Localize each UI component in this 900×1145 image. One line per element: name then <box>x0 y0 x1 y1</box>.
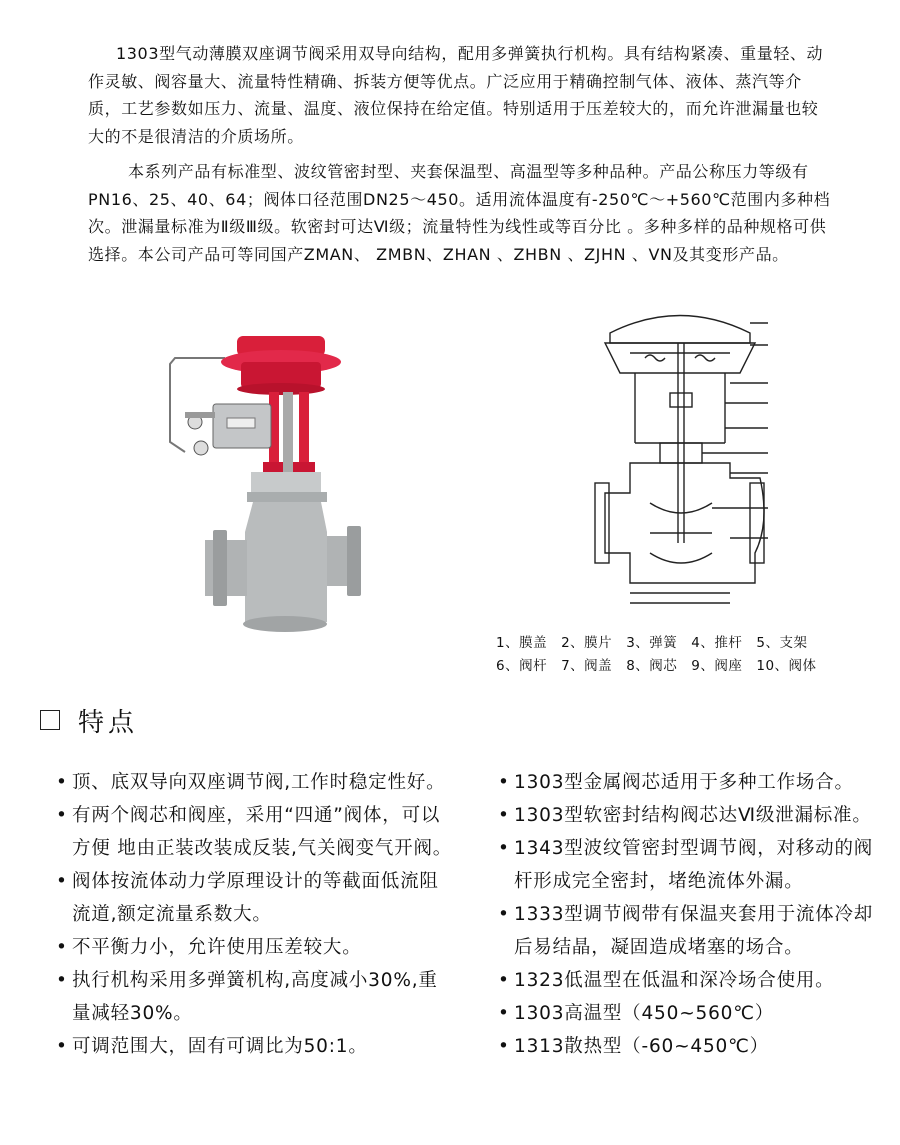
feature-item <box>498 832 878 898</box>
bullet-icon: • <box>56 871 68 892</box>
parts-legend-item: 7、阀盖 <box>561 658 613 674</box>
parts-legend-item: 3、弹簧 <box>626 635 678 651</box>
parts-legend <box>496 632 831 678</box>
feature-text: 顶、底双导向双座调节阀,工作时稳定性好。 <box>72 772 446 793</box>
feature-item <box>56 865 456 931</box>
intro-paragraph-2: 本系列产品有标准型、波纹管密封型、夹套保温型、高温型等多种品种。产品公称压力等级有PN16、25、40、64；阀体口径范围DN25～450。适用流体温度有-250℃～+560℃范围内多种档次。泄漏量标准为Ⅱ级Ⅲ级。软密封可达Ⅵ级；流量特性为线性或等百分比 。多种多样的品种规格可供选择。本公司产品可等同国产ZMAN、 ZMBN、ZHAN 、ZHBN 、ZJHN 、VN及其变形产品。 <box>88 162 831 264</box>
features-left-column <box>56 766 456 1063</box>
bullet-icon: • <box>56 772 68 793</box>
feature-text: 不平衡力小，允许使用压差较大。 <box>72 937 362 958</box>
feature-text: 有两个阀芯和阀座，采用“四通”阀体，可以方便 地由正装改装成反装,气关阀变气开阀。 <box>72 805 453 859</box>
feature-item <box>498 997 878 1030</box>
valve-product-photo <box>165 322 365 642</box>
parts-legend-item: 1、膜盖 <box>496 635 548 651</box>
features-section-header <box>40 700 138 740</box>
features-title: 特点 <box>78 707 139 738</box>
feature-text: 1303型软密封结构阀芯达Ⅵ级泄漏标准。 <box>514 805 872 826</box>
features-right-column <box>498 766 878 1063</box>
parts-legend-item: 10、阀体 <box>756 658 817 674</box>
parts-legend-item: 4、推杆 <box>691 635 743 651</box>
valve-cross-section-diagram <box>590 303 770 618</box>
bullet-icon: • <box>498 1036 510 1057</box>
bullet-icon: • <box>56 1036 68 1057</box>
parts-legend-item: 2、膜片 <box>561 635 613 651</box>
intro-paragraph-1-block <box>88 40 833 150</box>
parts-legend-row-1 <box>496 632 831 655</box>
feature-text: 可调范围大，固有可调比为50:1。 <box>72 1036 368 1057</box>
feature-item <box>498 799 878 832</box>
cross-section-illustration <box>590 303 770 618</box>
feature-text: 执行机构采用多弹簧机构,高度减小30%,重量减轻30%。 <box>72 970 438 1024</box>
bullet-icon: • <box>498 970 510 991</box>
feature-item <box>498 766 878 799</box>
feature-text: 1333型调节阀带有保温夹套用于流体冷却后易结晶，凝固造成堵塞的场合。 <box>514 904 874 958</box>
parts-legend-item: 5、支架 <box>756 635 808 651</box>
feature-text: 1303型金属阀芯适用于多种工作场合。 <box>514 772 854 793</box>
parts-legend-item: 6、阀杆 <box>496 658 548 674</box>
feature-text: 1303高温型（450~560℃） <box>514 1003 775 1024</box>
feature-item <box>498 1030 878 1063</box>
feature-text: 阀体按流体动力学原理设计的等截面低流阻流道,额定流量系数大。 <box>72 871 439 925</box>
feature-item <box>56 931 456 964</box>
feature-item <box>498 964 878 997</box>
parts-legend-item: 8、阀芯 <box>626 658 678 674</box>
valve-photo-illustration <box>165 322 365 642</box>
feature-text: 1343型波纹管密封型调节阀，对移动的阀杆形成完全密封，堵绝流体外漏。 <box>514 838 874 892</box>
parts-legend-item: 9、阀座 <box>691 658 743 674</box>
bullet-icon: • <box>498 904 510 925</box>
bullet-icon: • <box>498 805 510 826</box>
feature-item <box>56 766 456 799</box>
bullet-icon: • <box>498 772 510 793</box>
feature-text: 1313散热型（-60~450℃） <box>514 1036 769 1057</box>
feature-text: 1323低温型在低温和深冷场合使用。 <box>514 970 835 991</box>
bullet-icon: • <box>56 970 68 991</box>
bullet-icon: • <box>56 805 68 826</box>
feature-item <box>498 898 878 964</box>
bullet-icon: • <box>56 937 68 958</box>
intro-paragraph-2-block <box>88 158 833 268</box>
intro-paragraph-1: 1303型气动薄膜双座调节阀采用双导向结构，配用多弹簧执行机构。具有结构紧凑、重量轻、动作灵敏、阀容量大、流量特性精确、拆装方便等优点。广泛应用于精确控制气体、液体、蒸汽等介质，工艺参数如压力、流量、温度、液位保持在给定值。特别适用于压差较大的，而允许泄漏量也较大的不是很清洁的介质场所。 <box>88 44 824 146</box>
feature-item <box>56 1030 456 1063</box>
parts-legend-row-2 <box>496 655 831 678</box>
feature-item <box>56 964 456 1030</box>
bullet-icon: • <box>498 1003 510 1024</box>
section-square-icon <box>40 710 60 730</box>
bullet-icon: • <box>498 838 510 859</box>
feature-item <box>56 799 456 865</box>
